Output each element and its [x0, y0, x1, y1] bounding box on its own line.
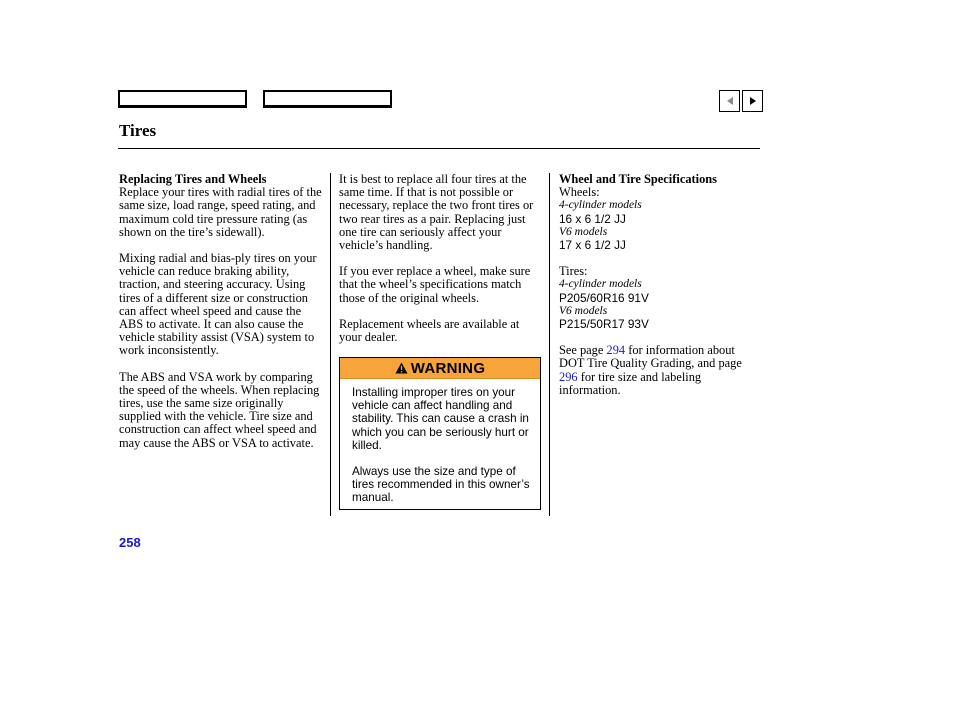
- column-replacing-tires: [119, 173, 324, 450]
- column-divider: [549, 173, 550, 516]
- model-label: V6 models: [559, 225, 608, 238]
- tire-spec: P205/60R16 91V: [559, 290, 649, 305]
- page-title: Tires: [119, 121, 157, 140]
- reference-text: See page: [559, 343, 604, 358]
- reference-paragraph: [559, 344, 763, 397]
- nav-box-index[interactable]: [263, 90, 392, 108]
- warning-text: Installing improper tires on your vehicle can affect handling and stability. This can cause a crash in which you can be seriously hurt or killed.: [352, 386, 529, 452]
- wheel-spec: 16 x 6 1/2 JJ: [559, 211, 626, 226]
- paragraph: If you ever replace a wheel, make sure that the wheel’s specifications match those of the original wheels.: [339, 264, 531, 305]
- paragraph: Mixing radial and bias-ply tires on your vehicle can reduce braking ability, traction, and steering accuracy. Using tires of a different size or construction can affect wheel speed and cause the ABS to activate. It can also cause the vehicle stability assist (VSA) system to work inconsistently.: [119, 251, 317, 358]
- warning-box: [339, 357, 541, 510]
- model-label: 4-cylinder models: [559, 278, 642, 291]
- page-link-296[interactable]: 296: [559, 369, 578, 384]
- warning-triangle-icon: [395, 362, 408, 374]
- wheel-spec: 17 x 6 1/2 JJ: [559, 238, 626, 253]
- warning-header: [340, 358, 540, 379]
- warning-title: WARNING: [410, 359, 486, 377]
- nav-box-contents[interactable]: [118, 90, 247, 108]
- triangle-left-icon: [725, 96, 735, 106]
- previous-page-button[interactable]: [719, 90, 740, 112]
- page-link-294[interactable]: 294: [606, 343, 626, 358]
- wheels-label: Wheels:: [559, 185, 600, 200]
- title-divider: [118, 148, 760, 149]
- column-replacement-advice: [339, 173, 545, 344]
- section-heading: Wheel and Tire Specifications: [559, 172, 717, 186]
- next-page-button[interactable]: [742, 90, 763, 112]
- model-label: V6 models: [559, 304, 608, 317]
- reference-text: for information about DOT Tire Quality Grading, and page: [559, 343, 742, 371]
- tire-spec: P215/50R17 93V: [559, 317, 649, 332]
- warning-text: Always use the size and type of tires recommended in this owner’s manual.: [352, 465, 530, 505]
- paragraph: Replacement wheels are available at your dealer.: [339, 316, 520, 345]
- model-label: 4-cylinder models: [559, 199, 642, 212]
- section-heading: Replacing Tires and Wheels: [119, 172, 267, 186]
- tires-label: Tires:: [559, 264, 588, 279]
- paragraph: The ABS and VSA work by comparing the speed of the wheels. When replacing tires, use the same size originally supplied with the vehicle. Tire size and construction can affect wheel speed and may cause the ABS or VSA to activate.: [119, 369, 320, 450]
- paragraph: Replace your tires with radial tires of the same size, load range, speed rating, and maximum cold tire pressure rating (as shown on the tire’s sidewall).: [119, 185, 322, 239]
- page-number: 258: [119, 535, 141, 550]
- column-specifications: [559, 173, 763, 397]
- reference-text: for tire size and labeling information.: [559, 369, 702, 397]
- warning-body: [340, 379, 540, 505]
- triangle-right-icon: [748, 96, 758, 106]
- column-divider: [330, 173, 331, 516]
- paragraph: It is best to replace all four tires at the same time. If that is not possible or necessary, replace the two front tires or two rear tires as a pair. Replacing just one tire can seriously affect your vehicle’s handling.: [339, 172, 534, 253]
